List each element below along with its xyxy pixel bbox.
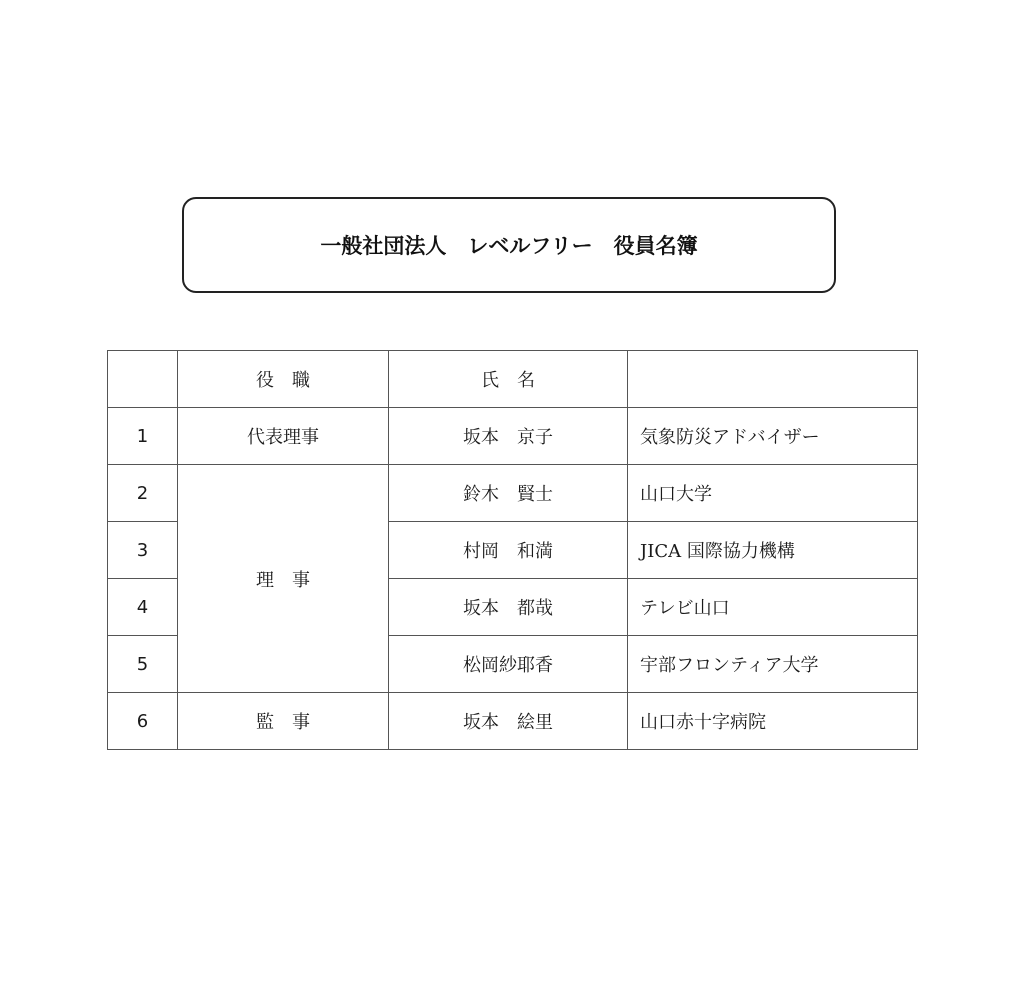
row-name: 坂本 京子 xyxy=(389,408,628,465)
row-affiliation: 山口大学 xyxy=(628,465,918,522)
header-affiliation xyxy=(628,351,918,408)
row-name: 坂本 絵里 xyxy=(389,693,628,750)
page-title: 一般社団法人 レベルフリー 役員名簿 xyxy=(320,234,698,258)
row-affiliation: 宇部フロンティア大学 xyxy=(628,636,918,693)
title-box xyxy=(182,197,836,293)
row-role: 監 事 xyxy=(178,693,389,750)
row-number: 1 xyxy=(108,408,178,465)
table-row xyxy=(108,408,918,465)
table-row xyxy=(108,693,918,750)
header-number xyxy=(108,351,178,408)
row-number: 4 xyxy=(108,579,178,636)
row-number: 6 xyxy=(108,693,178,750)
row-number: 3 xyxy=(108,522,178,579)
row-affiliation: テレビ山口 xyxy=(628,579,918,636)
row-affiliation: 気象防災アドバイザー xyxy=(628,408,918,465)
row-affiliation: JICA 国際協力機構 xyxy=(628,522,918,579)
row-role: 代表理事 xyxy=(178,408,389,465)
row-role-merged: 理 事 xyxy=(178,465,389,693)
row-name: 坂本 都哉 xyxy=(389,579,628,636)
row-number: 5 xyxy=(108,636,178,693)
row-name: 鈴木 賢士 xyxy=(389,465,628,522)
row-name: 松岡紗耶香 xyxy=(389,636,628,693)
row-name: 村岡 和満 xyxy=(389,522,628,579)
header-role: 役 職 xyxy=(178,351,389,408)
row-affiliation: 山口赤十字病院 xyxy=(628,693,918,750)
header-name: 氏 名 xyxy=(389,351,628,408)
row-number: 2 xyxy=(108,465,178,522)
table-header-row xyxy=(108,351,918,408)
officer-roster-table xyxy=(107,350,918,750)
table-row xyxy=(108,465,918,522)
